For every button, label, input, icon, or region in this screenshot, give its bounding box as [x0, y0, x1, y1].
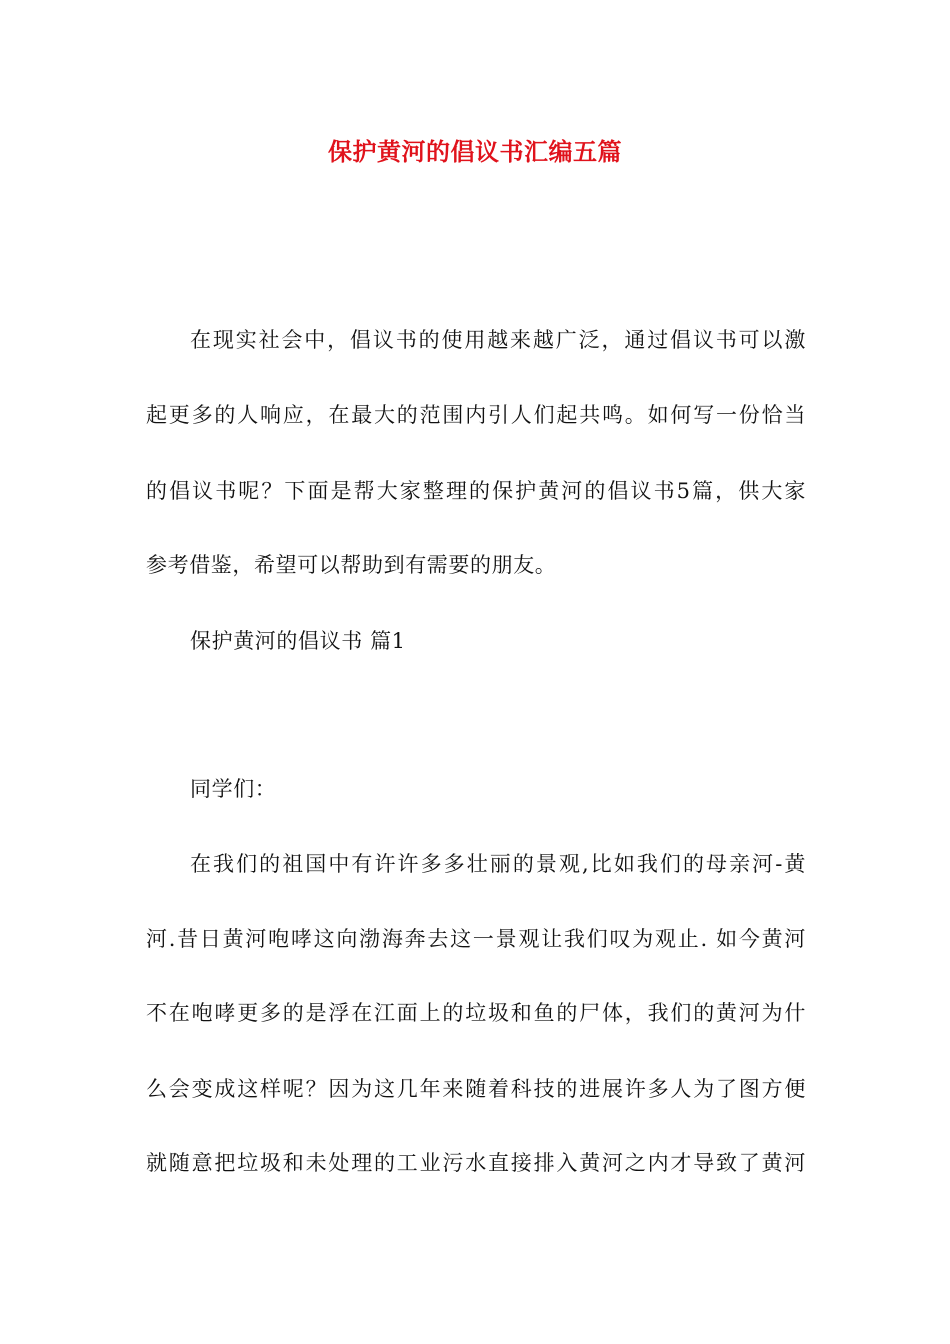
section-heading: 保护黄河的倡议书 篇1 — [190, 629, 406, 653]
body-line-4: 么会变成这样呢？因为这几年来随着科技的进展许多人为了图方便 — [146, 1077, 806, 1101]
intro-line-1: 在现实社会中，倡议书的使用越来越广泛，通过倡议书可以激 — [190, 328, 806, 352]
intro-line-4: 参考借鉴，希望可以帮助到有需要的朋友。 — [146, 553, 557, 577]
intro-line-3: 的倡议书呢？下面是帮大家整理的保护黄河的倡议书5篇，供大家 — [146, 479, 806, 503]
body-line-3: 不在咆哮更多的是浮在江面上的垃圾和鱼的尸体，我们的黄河为什 — [146, 1001, 806, 1025]
body-line-5: 就随意把垃圾和未处理的工业污水直接排入黄河之内才导致了黄河 — [146, 1151, 806, 1175]
document-title: 保护黄河的倡议书汇编五篇 — [328, 137, 622, 166]
body-line-1: 在我们的祖国中有许许多多壮丽的景观,比如我们的母亲河-黄 — [190, 852, 806, 876]
salutation: 同学们： — [190, 777, 277, 801]
intro-line-2: 起更多的人响应，在最大的范围内引人们起共鸣。如何写一份恰当 — [146, 403, 806, 427]
body-line-2: 河.昔日黄河咆哮这向渤海奔去这一景观让我们叹为观止. 如今黄河 — [146, 927, 806, 951]
